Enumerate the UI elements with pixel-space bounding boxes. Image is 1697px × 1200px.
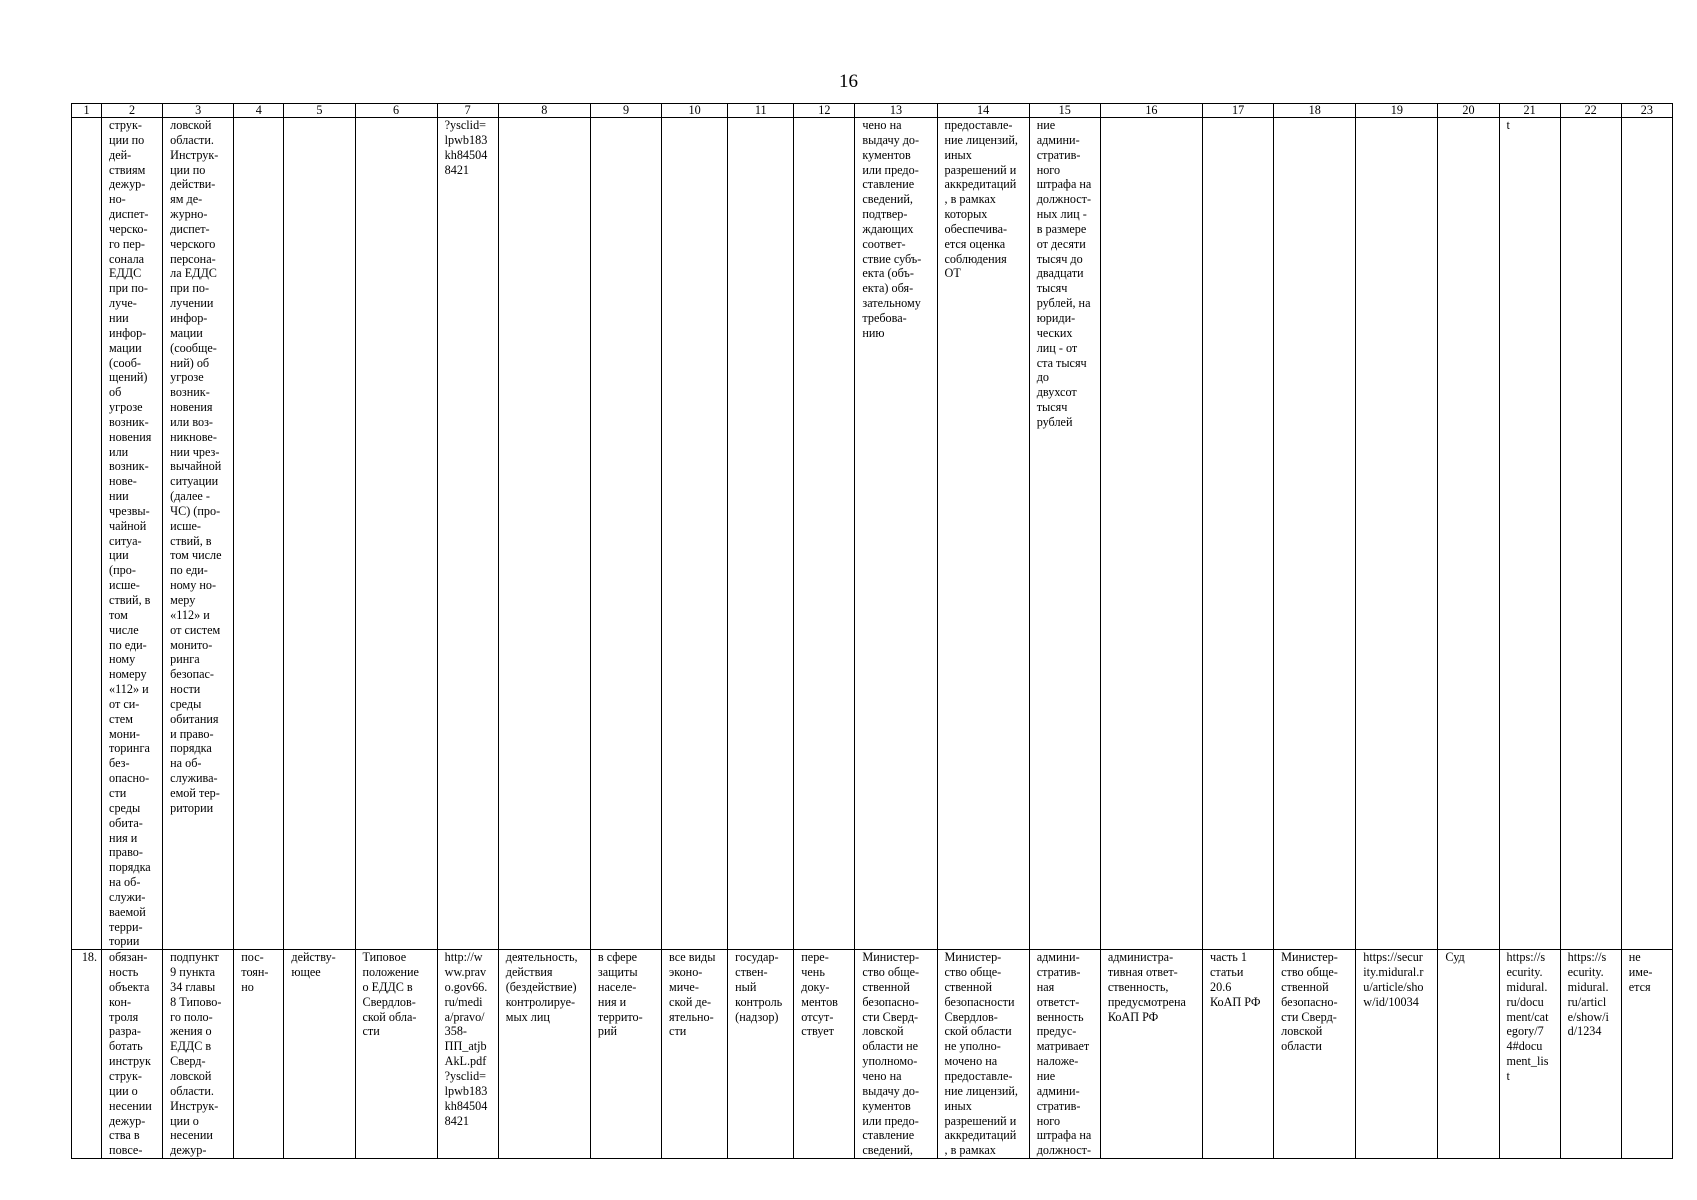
table-cell: часть 1 статьи 20.6 КоАП РФ <box>1203 950 1274 1159</box>
column-number: 14 <box>937 104 1029 118</box>
table-cell: ?ysclid= lpwb183 kh84504 8421 <box>437 118 498 950</box>
table-cell: https://secur ity.midural.r u/article/sho w/id/10034 <box>1356 950 1438 1159</box>
table-cell: Типовое положение о ЕДДС в Свердлов- ской обла- сти <box>355 950 437 1159</box>
table-cell <box>498 118 590 950</box>
table-cell: струк- ции по дей- ствиям дежур- но- диспет- черско- го пер- сонала ЕДДС при по- луче- нии инфор- мации (сооб- щений) об угрозе возник- новения или возник- нове- нии чрезвы- чайной ситуа- ции (про- исше- ствий, в том числе по еди- ному номеру «112» и от си- стем мони- торинга без- опасно- сти среды обита- ния и право- порядка на об- служи- ваемой терри- тории <box>102 118 163 950</box>
table-cell: Министер- ство обще- ственной безопасно- сти Сверд- ловской области не уполномо- чено на выдачу до- кументов или предо- ставление сведений, <box>855 950 937 1159</box>
table-cell: деятельность, действия (бездействие) контролируе- мых лиц <box>498 950 590 1159</box>
table-cell <box>355 118 437 950</box>
table-row <box>72 118 1673 950</box>
table-cell <box>1100 118 1202 950</box>
table-cell: Министер- ство обще- ственной безопасно- сти Сверд- ловской области <box>1274 950 1356 1159</box>
table-cell: администра- тивная ответ- ственность, предусмотрена КоАП РФ <box>1100 950 1202 1159</box>
table-cell <box>72 118 102 950</box>
table-row <box>72 950 1673 1159</box>
column-number: 15 <box>1029 104 1100 118</box>
column-number: 11 <box>728 104 794 118</box>
table-cell: не име- ется <box>1621 950 1672 1159</box>
column-number-row <box>72 104 1673 118</box>
table-cell <box>1621 118 1672 950</box>
column-number: 17 <box>1203 104 1274 118</box>
table-cell <box>1438 118 1499 950</box>
table-cell <box>1274 118 1356 950</box>
column-number: 2 <box>102 104 163 118</box>
table-cell <box>1203 118 1274 950</box>
table-cell: http://w ww.prav o.gov66. ru/medi a/pravo/ 358- ПП_atjb AkL.pdf ?ysclid= lpwb183 kh84504 8421 <box>437 950 498 1159</box>
table-cell <box>234 118 284 950</box>
column-number: 19 <box>1356 104 1438 118</box>
column-number: 21 <box>1499 104 1560 118</box>
table-cell: обязан- ность объекта кон- троля разра- ботать инструк струк- ции о несении дежур- ства в повсе- <box>102 950 163 1159</box>
table-cell <box>590 118 661 950</box>
table-cell: государ- ствен- ный контроль (надзор) <box>728 950 794 1159</box>
table-cell: ловской области. Инструк- ции по действи- ям де- журно- диспет- черского персона- ла ЕДДС при по- лучении инфор- мации (сообще- ний) об угрозе возник- новения или воз- никнове- нии чрез- вычайной ситуации (далее - ЧС) (про- исше- ствий, в том числе по еди- ному но- меру «112» и от систем монито- ринга безопас- ности среды обитания и право- порядка на об- служива- емой тер- ритории <box>163 118 234 950</box>
column-number: 7 <box>437 104 498 118</box>
column-number: 23 <box>1621 104 1672 118</box>
column-number: 13 <box>855 104 937 118</box>
column-number: 8 <box>498 104 590 118</box>
table-cell: t <box>1499 118 1560 950</box>
table-cell: админи- стратив- ная ответст- венность предус- матривает наложе- ние админи- стратив- ного штрафа на должност- <box>1029 950 1100 1159</box>
column-number: 4 <box>234 104 284 118</box>
table-cell: https://s ecurity. midural. ru/docu ment/cat egory/7 4#docu ment_lis t <box>1499 950 1560 1159</box>
table-cell: 18. <box>72 950 102 1159</box>
table-cell: все виды эконо- миче- ской де- ятельно- сти <box>662 950 728 1159</box>
column-number: 5 <box>284 104 355 118</box>
table-cell: действу- ющее <box>284 950 355 1159</box>
table-cell: ние админи- стратив- ного штрафа на должност- ных лиц - в размере от десяти тысяч до двадцати тысяч рублей, на юриди- ческих лиц - от ста тысяч до двухсот тысяч рублей <box>1029 118 1100 950</box>
table-cell <box>284 118 355 950</box>
table-cell: подпункт 9 пункта 34 главы 8 Типово- го поло- жения о ЕДДС в Сверд- ловской области. Инструк- ции о несении дежур- <box>163 950 234 1159</box>
table-cell: Министер- ство обще- ственной безопасности Свердлов- ской области не уполно- мочено на предоставле- ние лицензий, иных разрешений и аккредитаций , в рамках <box>937 950 1029 1159</box>
column-number: 20 <box>1438 104 1499 118</box>
data-table <box>71 103 1673 1159</box>
table-cell: предоставле- ние лицензий, иных разрешений и аккредитаций , в рамках которых обеспечива- ется оценка соблюдения ОТ <box>937 118 1029 950</box>
page-number: 16 <box>839 71 858 92</box>
table-cell: в сфере защиты населе- ния и террито- рий <box>590 950 661 1159</box>
table-cell: чено на выдачу до- кументов или предо- ставление сведений, подтвер- ждающих соответ- ствие субъ- екта (объ- екта) обя- зательному требова- нию <box>855 118 937 950</box>
table-cell <box>1356 118 1438 950</box>
table-cell: Суд <box>1438 950 1499 1159</box>
column-number: 16 <box>1100 104 1202 118</box>
table-cell <box>728 118 794 950</box>
column-number: 22 <box>1560 104 1621 118</box>
column-number: 9 <box>590 104 661 118</box>
table-cell: https://s ecurity. midural. ru/articl e/show/i d/1234 <box>1560 950 1621 1159</box>
table-cell <box>794 118 855 950</box>
table-cell: пере- чень доку- ментов отсут- ствует <box>794 950 855 1159</box>
table-cell <box>662 118 728 950</box>
column-number: 6 <box>355 104 437 118</box>
column-number: 10 <box>662 104 728 118</box>
column-number: 12 <box>794 104 855 118</box>
table-cell <box>1560 118 1621 950</box>
column-number: 3 <box>163 104 234 118</box>
column-number: 1 <box>72 104 102 118</box>
column-number: 18 <box>1274 104 1356 118</box>
table-cell: пос- тоян- но <box>234 950 284 1159</box>
